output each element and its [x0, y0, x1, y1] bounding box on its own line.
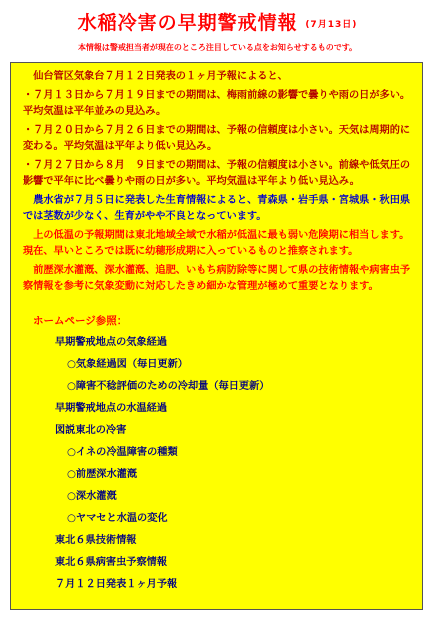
forecast-week2: ・７月２０日から７月２６日までの期間は、予報の信頼度は小さい。天気は周期的に変わる。平均気温は平年より低い見込み。	[23, 125, 411, 152]
link-damage-types[interactable]: ○イネの冷温障害の種類	[67, 447, 178, 458]
link-tech-info[interactable]: 東北６県技術情報	[55, 535, 137, 546]
risk-period: 上の低温の予報期間は東北地域全域で水稲が低温に最も弱い危険期に相当します。現在、早いところでは既に幼穂形成期に入っているものと推察されます。	[23, 230, 410, 257]
title-date: (7月13日)	[305, 20, 358, 30]
link-weather-chart[interactable]: ○気象経過図（毎日更新）	[67, 359, 188, 370]
management-advice: 前歴深水灌漑、深水灌漑、追肥、いもち病防除等に関して県の技術情報や病害虫予察情報を参考に気象変動に対応したきめ細かな管理が極めて重要となります。	[23, 265, 411, 292]
title-text: 水稲冷害の早期警戒情報	[77, 12, 298, 34]
info-panel	[10, 62, 423, 610]
link-pre-deep-water[interactable]: ○前歴深水灌漑	[67, 469, 138, 480]
link-cooling-amount[interactable]: ○障害不稔評価のための冷却量（毎日更新）	[67, 381, 270, 392]
growth-info: 農水省が７月５日に発表した生育情報によると、青森県・岩手県・宮城県・秋田県では茎数が少なく、生育がやや不良となっています。	[23, 195, 411, 222]
forecast-week1: ・７月１３日から７月１９日までの期間は、梅雨前線の影響で曇りや雨の日が多い。平均気温は平年並みの見込み。	[23, 90, 411, 117]
link-weather-course[interactable]: 早期警戒地点の気象経過	[55, 337, 168, 348]
link-deep-water[interactable]: ○深水灌漑	[67, 491, 117, 502]
link-tohoku-cold-damage[interactable]: 図説東北の冷害	[55, 425, 127, 436]
link-monthly-forecast[interactable]: ７月１２日発表１ヶ月予報	[55, 579, 178, 590]
forecast-intro: 仙台管区気象台７月１２日発表の１ヶ月予報によると、	[33, 71, 288, 82]
page-title	[0, 8, 435, 35]
link-yamase-water-temp[interactable]: ○ヤマセと水温の変化	[67, 513, 168, 524]
link-pest-forecast[interactable]: 東北６県病害虫予察情報	[55, 557, 168, 568]
homepage-reference-title: ホームページ参照：	[33, 315, 128, 327]
info-note: 本情報は警戒担当者が現在のところ注目している点をお知らせするものです。	[77, 43, 358, 52]
forecast-week3: ・７月２７日から８月 ９日までの期間は、予報の信頼度は小さい。前線や低気圧の影響で平年に比べ曇りや雨の日が多い。平均気温は平年より低い見込み。	[23, 160, 411, 187]
link-water-temp[interactable]: 早期警戒地点の水温経過	[55, 403, 168, 414]
